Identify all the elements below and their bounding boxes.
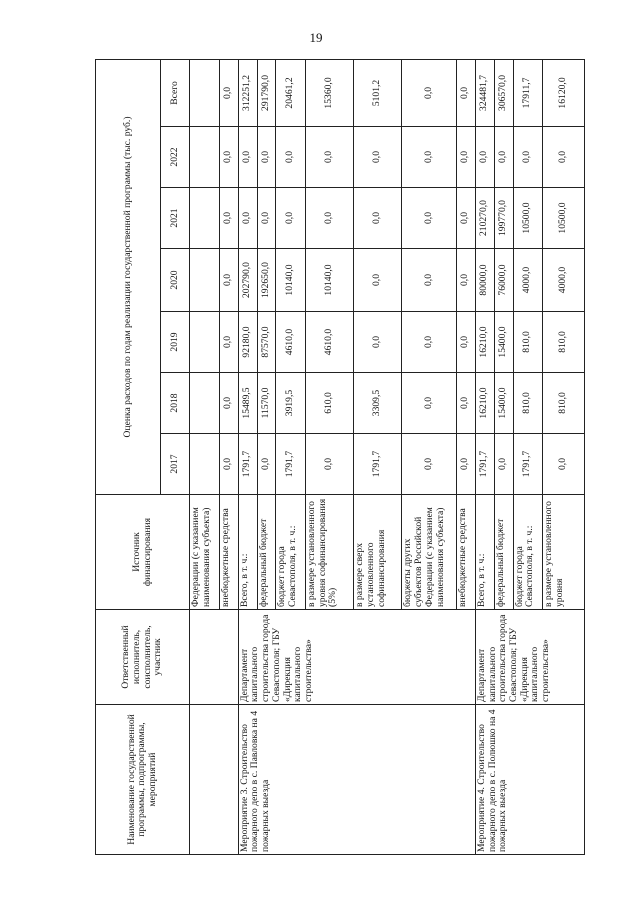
value-cell: 10500,0	[513, 188, 542, 249]
value-cell: 0,0	[276, 127, 305, 188]
value-cell: 0,0	[542, 127, 584, 188]
value-cell: 0,0	[494, 127, 513, 188]
continuation-row	[190, 59, 219, 854]
value-cell: 199770,0	[494, 188, 513, 249]
value-cell: 17911,7	[513, 59, 542, 126]
value-cell: 0,0	[402, 188, 457, 249]
value-cell: 0,0	[513, 127, 542, 188]
value-cell	[190, 127, 219, 188]
value-cell: 810,0	[542, 312, 584, 373]
value-cell: 0,0	[354, 188, 402, 249]
value-cell: 80000,0	[475, 249, 494, 312]
source-cell: бюджет города Севастополя, в т. ч.:	[276, 495, 305, 610]
value-cell: 0,0	[354, 127, 402, 188]
value-cell: 76000,0	[494, 249, 513, 312]
value-cell: 0,0	[456, 312, 475, 373]
source-cell: федеральный бюджет	[494, 495, 513, 610]
value-cell: 87570,0	[257, 312, 276, 373]
value-cell: 291790,0	[257, 59, 276, 126]
header-year: 2022	[161, 127, 190, 188]
value-cell: 312251,2	[238, 59, 257, 126]
value-cell	[190, 312, 219, 373]
value-cell: 4610,0	[305, 312, 353, 373]
financing-table	[95, 59, 585, 855]
header-year: 2017	[161, 434, 190, 495]
value-cell: 0,0	[456, 249, 475, 312]
value-cell: 0,0	[402, 373, 457, 434]
value-cell: 0,0	[238, 188, 257, 249]
program-cell-empty	[190, 705, 238, 855]
value-cell: 3919,5	[276, 373, 305, 434]
value-cell: 0,0	[456, 373, 475, 434]
value-cell: 0,0	[456, 188, 475, 249]
value-cell: 10500,0	[542, 188, 584, 249]
value-cell: 0,0	[402, 127, 457, 188]
measure-name: Мероприятие 4. Строительство пожарного депо в с. Полюшко на 4 пожарных выезда	[475, 705, 584, 855]
value-cell: 15400,0	[494, 312, 513, 373]
table-body	[96, 59, 585, 854]
value-cell	[190, 188, 219, 249]
value-cell: 15360,0	[305, 59, 353, 126]
executor-cell-empty	[190, 610, 238, 705]
value-cell: 0,0	[238, 127, 257, 188]
value-cell: 0,0	[494, 434, 513, 495]
value-cell: 0,0	[257, 188, 276, 249]
value-cell: 5101,2	[354, 59, 402, 126]
value-cell: 16210,0	[475, 312, 494, 373]
value-cell: 20461,2	[276, 59, 305, 126]
value-cell	[190, 59, 219, 126]
source-cell: внебюджетные средства	[456, 495, 475, 610]
value-cell: 4000,0	[542, 249, 584, 312]
source-cell: Всего, в т. ч.:	[475, 495, 494, 610]
value-cell: 15400,0	[494, 373, 513, 434]
source-cell: бюджеты других субъектов Российской Федерации (с указанием наименования субъекта)	[402, 495, 457, 610]
value-cell: 202790,0	[238, 249, 257, 312]
value-cell: 324481,7	[475, 59, 494, 126]
value-cell: 810,0	[513, 312, 542, 373]
source-cell: Федерации (с указанием наименования субъекта)	[190, 495, 219, 610]
header-estimate: Оценка расходов по годам реализации государственной программы (тыс. руб.)	[96, 59, 161, 494]
value-cell: 15489,5	[238, 373, 257, 434]
value-cell: 0,0	[276, 188, 305, 249]
value-cell: 0,0	[219, 249, 238, 312]
value-cell: 0,0	[219, 127, 238, 188]
value-cell: 0,0	[219, 312, 238, 373]
value-cell: 16210,0	[475, 373, 494, 434]
value-cell	[190, 434, 219, 495]
value-cell: 192650,0	[257, 249, 276, 312]
value-cell: 0,0	[456, 127, 475, 188]
measure-name: Мероприятие 3. Строительство пожарного депо в с. Павловка на 4 пожарных выезда	[238, 705, 475, 855]
header-year: 2018	[161, 373, 190, 434]
value-cell: 0,0	[402, 434, 457, 495]
source-cell: в размере установленного уровня софинансирования (5%)	[305, 495, 353, 610]
value-cell: 810,0	[542, 373, 584, 434]
value-cell: 0,0	[257, 434, 276, 495]
source-cell: федеральный бюджет	[257, 495, 276, 610]
source-cell: бюджет города Севастополя, в т. ч.:	[513, 495, 542, 610]
value-cell: 0,0	[305, 188, 353, 249]
value-cell: 0,0	[219, 434, 238, 495]
header-year: 2019	[161, 312, 190, 373]
header-source: Источник финансирования	[96, 495, 190, 610]
source-cell: внебюджетные средства	[219, 495, 238, 610]
header-program: Наименование государственной программы, подпрограммы, мероприятий	[96, 705, 190, 855]
value-cell: 210270,0	[475, 188, 494, 249]
value-cell: 92180,0	[238, 312, 257, 373]
rotated-table-container	[95, 60, 585, 855]
header-total: Всего	[161, 59, 190, 126]
value-cell: 4000,0	[513, 249, 542, 312]
header-year: 2020	[161, 249, 190, 312]
value-cell: 610,0	[305, 373, 353, 434]
value-cell: 0,0	[219, 59, 238, 126]
value-cell: 0,0	[354, 312, 402, 373]
value-cell	[190, 373, 219, 434]
source-cell: Всего, в т. ч.:	[238, 495, 257, 610]
measure-executor: Департамент капитального строительства города Севастополя; ГБУ «Дирекция капитального строительства»	[238, 610, 475, 705]
value-cell: 0,0	[257, 127, 276, 188]
table-row	[475, 59, 494, 854]
value-cell: 10140,0	[276, 249, 305, 312]
value-cell: 11570,0	[257, 373, 276, 434]
value-cell: 0,0	[219, 188, 238, 249]
value-cell: 3309,5	[354, 373, 402, 434]
source-cell: в размере установленного уровня	[542, 495, 584, 610]
value-cell: 306570,0	[494, 59, 513, 126]
value-cell: 1791,7	[276, 434, 305, 495]
header-executor: Ответственный исполнитель, соисполнитель, участник	[96, 610, 190, 705]
source-cell: в размере сверх установленного софинансирования	[354, 495, 402, 610]
value-cell: 1791,7	[475, 434, 494, 495]
value-cell: 1791,7	[238, 434, 257, 495]
value-cell: 0,0	[402, 312, 457, 373]
value-cell: 10140,0	[305, 249, 353, 312]
value-cell: 0,0	[542, 434, 584, 495]
value-cell: 0,0	[305, 434, 353, 495]
value-cell: 0,0	[305, 127, 353, 188]
value-cell: 0,0	[402, 249, 457, 312]
table-row	[238, 59, 257, 854]
value-cell: 4610,0	[276, 312, 305, 373]
value-cell: 0,0	[475, 127, 494, 188]
value-cell	[190, 249, 219, 312]
value-cell: 1791,7	[354, 434, 402, 495]
header-row-1	[96, 59, 161, 854]
value-cell: 0,0	[354, 249, 402, 312]
value-cell: 0,0	[402, 59, 457, 126]
value-cell: 810,0	[513, 373, 542, 434]
value-cell: 0,0	[456, 59, 475, 126]
value-cell: 1791,7	[513, 434, 542, 495]
value-cell: 0,0	[456, 434, 475, 495]
measure-executor: Департамент капитального строительства города Севастополя; ГБУ «Дирекция капитального строительства»	[475, 610, 584, 705]
header-year: 2021	[161, 188, 190, 249]
value-cell: 16120,0	[542, 59, 584, 126]
value-cell: 0,0	[219, 373, 238, 434]
page-number: 19	[309, 30, 323, 45]
